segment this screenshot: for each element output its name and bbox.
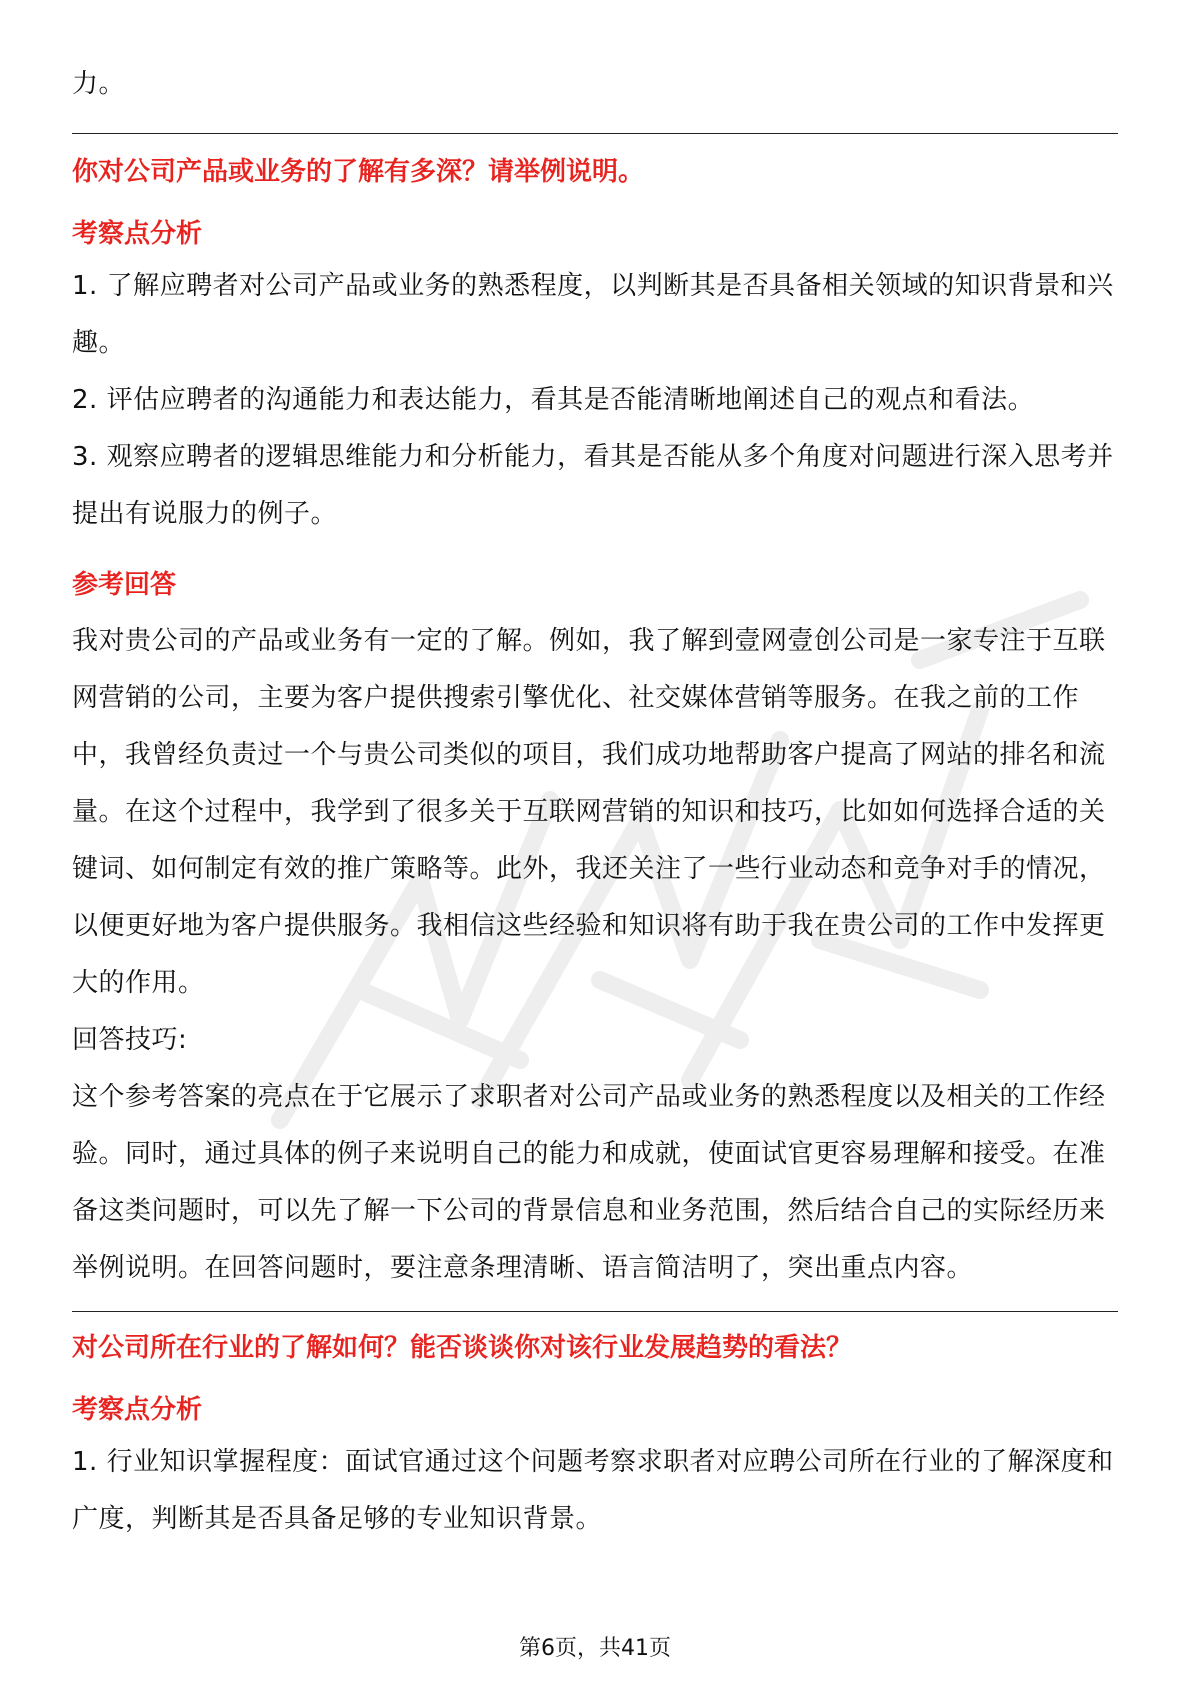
continued-text: 力。: [72, 69, 126, 99]
question-heading: 对公司所在行业的了解如何？能否谈谈你对该行业发展趋势的看法？: [72, 1333, 853, 1363]
analysis-label: 考察点分析: [72, 219, 203, 249]
question-heading: 你对公司产品或业务的了解有多深？请举例说明。: [72, 157, 645, 187]
analysis-item: 3. 观察应聘者的逻辑思维能力和分析能力，看其是否能从多个角度对问题进行深入思考并提出有说服力的例子。: [72, 442, 1114, 529]
tips-label: 回答技巧:: [72, 1025, 188, 1055]
analysis-label: 考察点分析: [72, 1395, 203, 1425]
analysis-item: 1. 行业知识掌握程度：面试官通过这个问题考察求职者对应聘公司所在行业的了解深度和广度，判断其是否具备足够的专业知识背景。: [72, 1447, 1114, 1534]
tips-text: 这个参考答案的亮点在于它展示了求职者对公司产品或业务的熟悉程度以及相关的工作经验。同时，通过具体的例子来说明自己的能力和成就，使面试官更容易理解和接受。在准备这类问题时，可以先了解一下公司的背景信息和业务范围，然后结合自己的实际经历来举例说明。在回答问题时，要注意条理清晰、语言简洁明了，突出重点内容。: [72, 1082, 1106, 1283]
answer-label: 参考回答: [72, 570, 177, 600]
analysis-item: 2. 评估应聘者的沟通能力和表达能力，看其是否能清晰地阐述自己的观点和看法。: [72, 385, 1035, 415]
analysis-item: 1. 了解应聘者对公司产品或业务的熟悉程度，以判断其是否具备相关领域的知识背景和兴趣。: [72, 271, 1114, 358]
page-number: 第6页，共41页: [519, 1636, 671, 1661]
section-divider: [72, 1311, 1118, 1312]
page-content: [72, 60, 1118, 1548]
section-divider: [72, 133, 1118, 134]
answer-text: 我对贵公司的产品或业务有一定的了解。例如，我了解到壹网壹创公司是一家专注于互联网营销的公司，主要为客户提供搜索引擎优化、社交媒体营销等服务。在我之前的工作中，我曾经负责过一个与贵公司类似的项目，我们成功地帮助客户提高了网站的排名和流量。在这个过程中，我学到了很多关于互联网营销的知识和技巧，比如如何选择合适的关键词、如何制定有效的推广策略等。此外，我还关注了一些行业动态和竞争对手的情况，以便更好地为客户提供服务。我相信这些经验和知识将有助于我在贵公司的工作中发挥更大的作用。: [72, 626, 1106, 998]
